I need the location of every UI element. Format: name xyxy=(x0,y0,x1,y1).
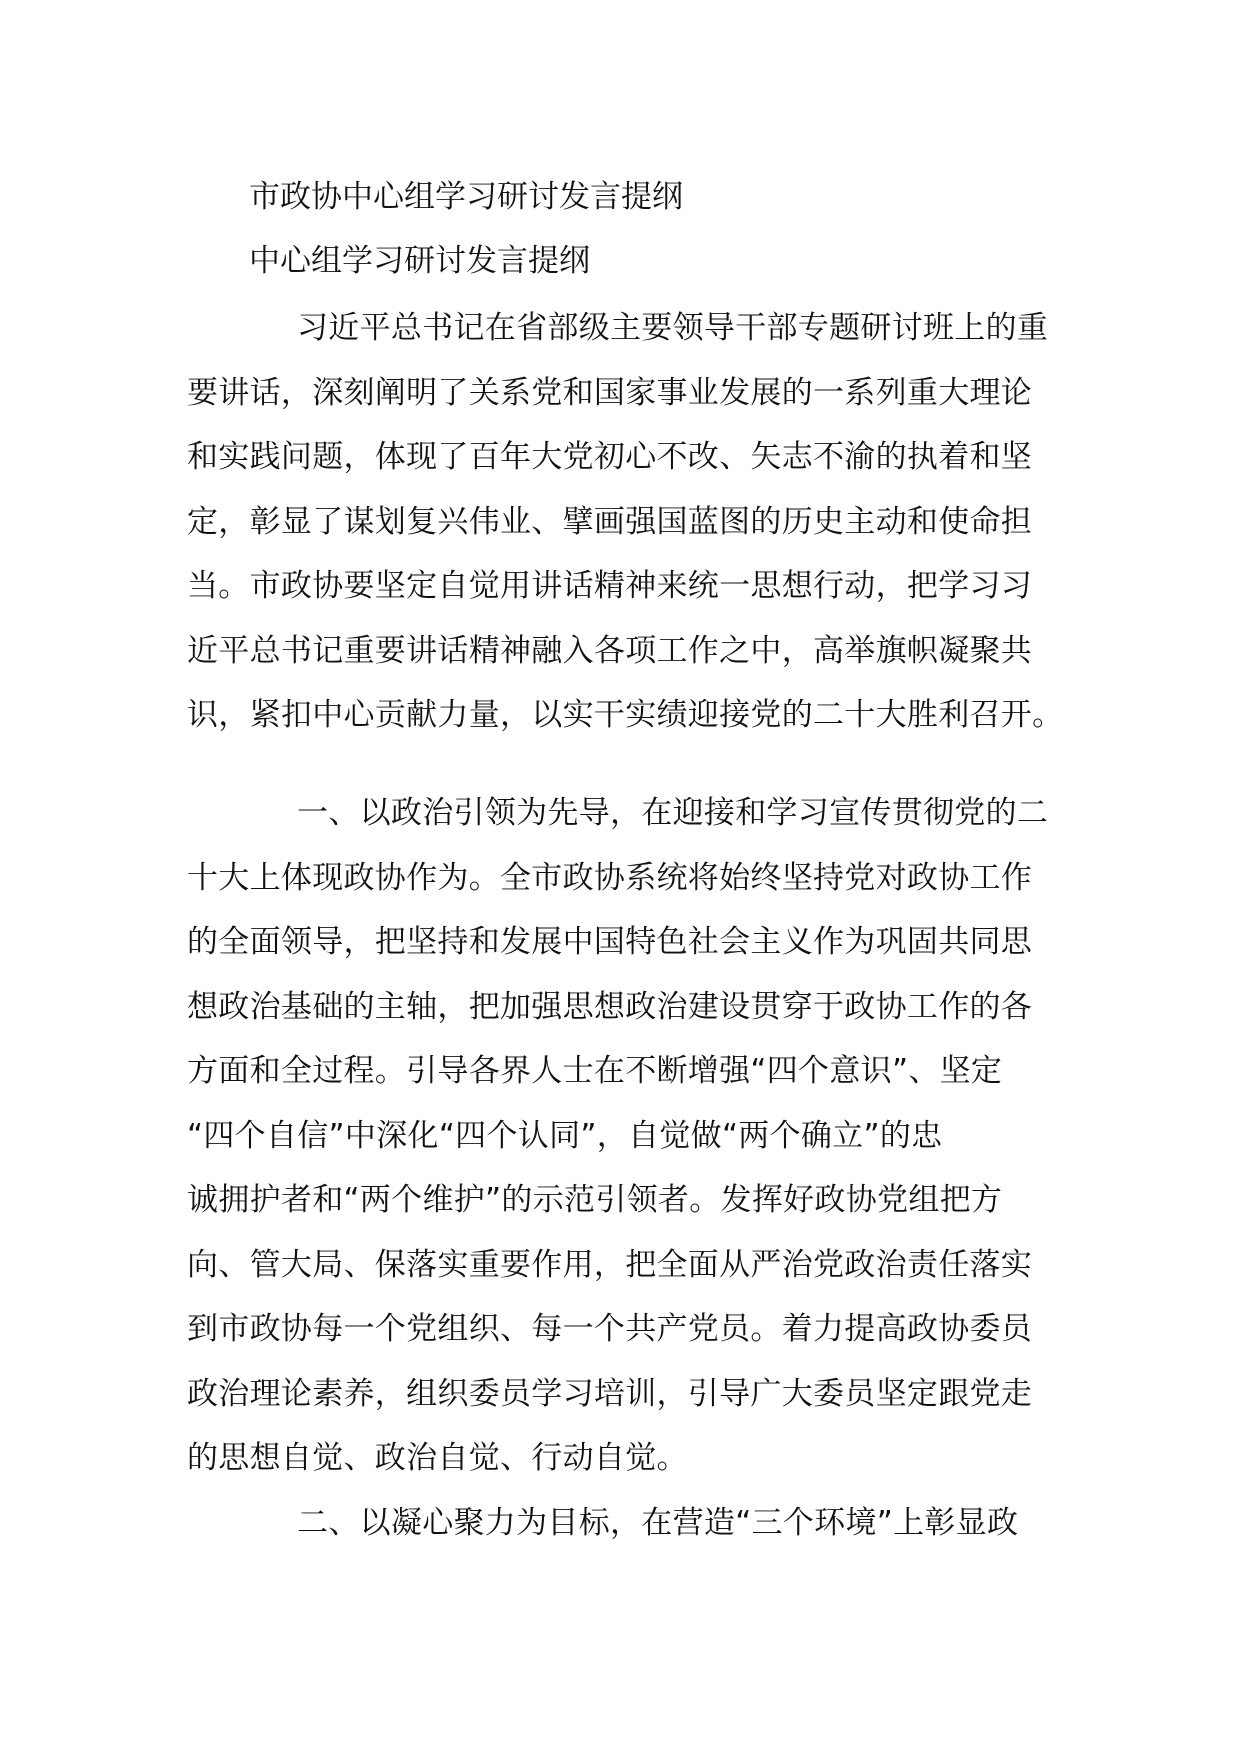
paragraph-line: 想政治基础的主轴，把加强思想政治建设贯穿于政协工作的各 xyxy=(187,988,1033,1025)
paragraph-line: 政治理论素养，组织委员学习培训，引导广大委员坚定跟党走 xyxy=(187,1375,1033,1412)
paragraph-line: 的思想自觉、政治自觉、行动自觉。 xyxy=(187,1440,688,1476)
paragraph-line: 要讲话，深刻阐明了关系党和国家事业发展的一系列重大理论 xyxy=(187,374,1033,411)
paragraph-line: 十大上体现政协作为。全市政协系统将始终坚持党对政协工作 xyxy=(187,859,1033,896)
paragraph-line: 的全面领导，把坚持和发展中国特色社会主义作为巩固共同思 xyxy=(187,924,1033,960)
paragraph-line: 当。市政协要坚定自觉用讲话精神来统一思想行动，把学习习 xyxy=(187,568,1033,604)
paragraph-line: 定，彰显了谋划复兴伟业、擘画强国蓝图的历史主动和使命担 xyxy=(187,503,1033,540)
paragraph-line: 向、管大局、保落实重要作用，把全面从严治党政治责任落实 xyxy=(187,1246,1033,1283)
paragraph-line: 和实践问题，体现了百年大党初心不改、矢志不渝的执着和坚 xyxy=(187,439,1033,475)
paragraph-line: “四个自信”中深化“四个认同”，自觉做“两个确立”的忠 xyxy=(187,1117,943,1154)
paragraph-line: 识，紧扣中心贡献力量，以实干实绩迎接党的二十大胜利召开。 xyxy=(187,697,1064,733)
paragraph-3 xyxy=(187,1503,1067,1568)
paragraph-line: 一、以政治引领为先导，在迎接和学习宣传贯彻党的二 xyxy=(297,795,1049,831)
paragraph-line: 方面和全过程。引导各界人士在不断增强“四个意识”、坚定 xyxy=(187,1053,1003,1089)
paragraph-line: 近平总书记重要讲话精神融入各项工作之中，高举旗帜凝聚共 xyxy=(187,632,1033,669)
paragraph-line: 习近平总书记在省部级主要领导干部专题研讨班上的重 xyxy=(297,310,1049,346)
paragraph-1 xyxy=(187,308,1067,760)
document-subtitle: 中心组学习研讨发言提纲 xyxy=(249,243,590,279)
document-title: 市政协中心组学习研讨发言提纲 xyxy=(249,179,683,215)
paragraph-line: 诚拥护者和“两个维护”的示范引领者。发挥好政协党组把方 xyxy=(187,1182,1003,1218)
paragraph-2 xyxy=(187,793,1067,1503)
paragraph-line: 到市政协每一个党组织、每一个共产党员。着力提高政协委员 xyxy=(187,1311,1033,1347)
paragraph-line: 二、以凝心聚力为目标，在营造“三个环境”上彰显政 xyxy=(297,1505,1019,1541)
